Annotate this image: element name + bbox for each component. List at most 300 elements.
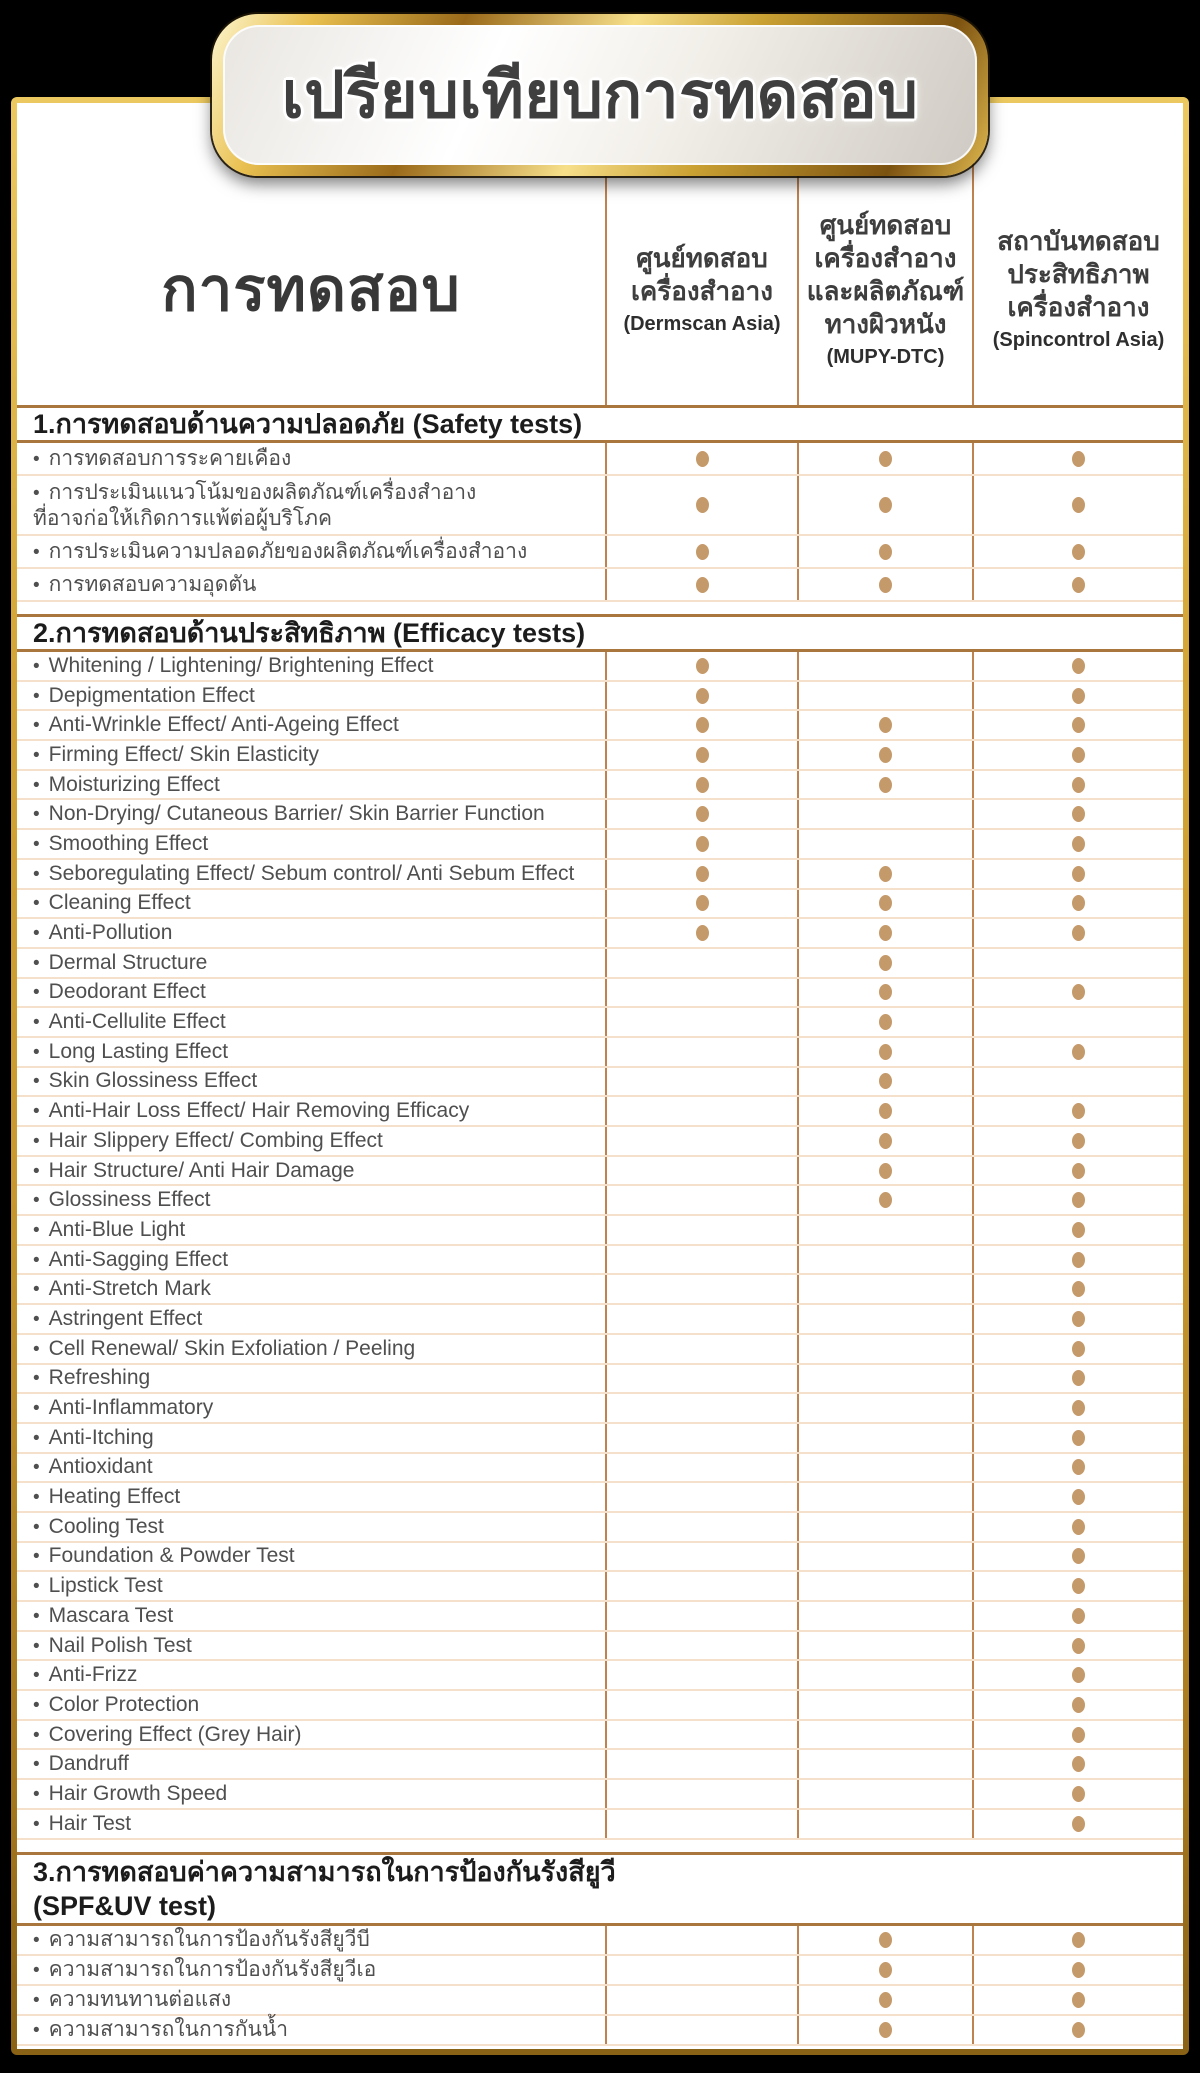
availability-dot xyxy=(879,497,892,513)
row-label xyxy=(17,1038,605,1066)
availability-dot xyxy=(1072,1667,1085,1683)
mark-cell-mupy-dtc xyxy=(797,1424,972,1452)
availability-dot xyxy=(879,451,892,467)
availability-dot xyxy=(696,544,709,560)
mark-cell-dermscan xyxy=(605,830,797,858)
test-row xyxy=(17,711,1183,741)
mark-cell-dermscan xyxy=(605,476,797,534)
test-row xyxy=(17,1394,1183,1424)
row-label xyxy=(17,949,605,977)
column-header-subtitle: (Spincontrol Asia) xyxy=(992,329,1165,351)
availability-dot xyxy=(879,984,892,1000)
row-label-text: Cooling Test xyxy=(48,1514,164,1538)
mark-cell-mupy-dtc xyxy=(797,860,972,888)
test-row xyxy=(17,1661,1183,1691)
test-row xyxy=(17,1810,1183,1840)
row-label-text: Anti-Stretch Mark xyxy=(48,1277,211,1301)
mark-cell-mupy-dtc xyxy=(797,711,972,739)
mark-cell-dermscan xyxy=(605,536,797,567)
row-label xyxy=(17,1632,605,1660)
test-row xyxy=(17,1216,1183,1246)
test-row xyxy=(17,1038,1183,1068)
row-label xyxy=(17,1008,605,1036)
mark-cell-mupy-dtc xyxy=(797,1365,972,1393)
row-label-text: Hair Slippery Effect/ Combing Effect xyxy=(48,1128,383,1152)
availability-dot xyxy=(879,1962,892,1978)
availability-dot xyxy=(1072,1133,1085,1149)
test-row xyxy=(17,1186,1183,1216)
mark-cell-dermscan xyxy=(605,800,797,828)
availability-dot xyxy=(879,1044,892,1060)
mark-cell-spincontrol xyxy=(972,1127,1183,1155)
mark-cell-dermscan xyxy=(605,1810,797,1838)
mark-cell-mupy-dtc xyxy=(797,2016,972,2044)
row-label xyxy=(17,1810,605,1838)
mark-cell-dermscan xyxy=(605,1926,797,1954)
mark-cell-dermscan xyxy=(605,860,797,888)
mark-cell-spincontrol xyxy=(972,1691,1183,1719)
mark-cell-mupy-dtc xyxy=(797,1216,972,1244)
mark-cell-spincontrol xyxy=(972,1365,1183,1393)
mark-cell-mupy-dtc xyxy=(797,1661,972,1689)
test-row xyxy=(17,1097,1183,1127)
availability-dot xyxy=(879,866,892,882)
row-label-text: Cell Renewal/ Skin Exfoliation / Peeling xyxy=(48,1336,416,1360)
mark-cell-dermscan xyxy=(605,1275,797,1303)
bullet-icon: • xyxy=(33,1130,40,1152)
mark-cell-dermscan xyxy=(605,1008,797,1036)
row-label xyxy=(17,476,605,534)
mark-cell-dermscan xyxy=(605,2016,797,2044)
mark-cell-mupy-dtc xyxy=(797,1394,972,1422)
row-label xyxy=(17,652,605,680)
test-row xyxy=(17,1926,1183,1956)
availability-dot xyxy=(879,544,892,560)
mark-cell-dermscan xyxy=(605,569,797,600)
mark-cell-spincontrol xyxy=(972,1513,1183,1541)
column-header-line: และผลิตภัณฑ์ xyxy=(806,275,965,306)
mark-cell-spincontrol xyxy=(972,1543,1183,1571)
row-label-text: Color Protection xyxy=(48,1692,200,1716)
test-row xyxy=(17,1305,1183,1335)
mark-cell-spincontrol xyxy=(972,2016,1183,2044)
mark-cell-spincontrol xyxy=(972,771,1183,799)
mark-cell-mupy-dtc xyxy=(797,1956,972,1984)
availability-dot xyxy=(1072,1192,1085,1208)
bullet-icon: • xyxy=(33,1219,40,1241)
row-label-text: Astringent Effect xyxy=(48,1306,203,1330)
availability-dot xyxy=(879,1073,892,1089)
row-label xyxy=(17,741,605,769)
row-label xyxy=(17,1127,605,1155)
mark-cell-mupy-dtc xyxy=(797,682,972,710)
mark-cell-mupy-dtc xyxy=(797,1097,972,1125)
bullet-icon: • xyxy=(33,923,40,945)
bullet-icon: • xyxy=(33,804,40,826)
availability-dot xyxy=(879,1133,892,1149)
bullet-icon: • xyxy=(33,1101,40,1123)
mark-cell-dermscan xyxy=(605,443,797,474)
section-header xyxy=(17,1852,1183,1926)
mark-cell-dermscan xyxy=(605,1097,797,1125)
mark-cell-dermscan xyxy=(605,1246,797,1274)
row-label xyxy=(17,1216,605,1244)
mark-cell-mupy-dtc xyxy=(797,741,972,769)
bullet-icon: • xyxy=(33,541,40,563)
row-label xyxy=(17,830,605,858)
bullet-icon: • xyxy=(33,1071,40,1093)
bullet-icon: • xyxy=(33,1783,40,1805)
row-label xyxy=(17,711,605,739)
test-row xyxy=(17,1246,1183,1276)
bullet-icon: • xyxy=(33,1546,40,1568)
mark-cell-mupy-dtc xyxy=(797,1246,972,1274)
test-row xyxy=(17,1543,1183,1573)
row-label-text: Non-Drying/ Cutaneous Barrier/ Skin Barrier Function xyxy=(48,802,545,826)
mark-cell-mupy-dtc xyxy=(797,1986,972,2014)
test-column-header-label: การทดสอบ xyxy=(161,255,461,323)
bullet-icon: • xyxy=(33,715,40,737)
mark-cell-spincontrol xyxy=(972,1335,1183,1363)
row-label-text: ความสามารถในการกันน้ำ xyxy=(48,2017,288,2041)
mark-cell-spincontrol xyxy=(972,1602,1183,1630)
bullet-icon: • xyxy=(33,482,40,504)
availability-dot xyxy=(1072,777,1085,793)
mark-cell-dermscan xyxy=(605,1216,797,1244)
test-row xyxy=(17,1365,1183,1395)
availability-dot xyxy=(879,895,892,911)
test-row xyxy=(17,919,1183,949)
row-label xyxy=(17,919,605,947)
row-label-text: ความสามารถในการป้องกันรังสียูวีเอ xyxy=(48,1957,377,1981)
row-label-text: Anti-Wrinkle Effect/ Anti-Ageing Effect xyxy=(48,713,399,737)
mark-cell-spincontrol xyxy=(972,830,1183,858)
row-label-text: Dandruff xyxy=(48,1752,129,1776)
availability-dot xyxy=(1072,2022,1085,2038)
section-title: 1.การทดสอบด้านความปลอดภัย (Safety tests) xyxy=(33,409,583,439)
column-header-line: ทางผิวหนัง xyxy=(824,308,947,339)
row-label-text: Anti-Pollution xyxy=(48,921,173,945)
availability-dot xyxy=(696,806,709,822)
availability-dot xyxy=(1072,1400,1085,1416)
mark-cell-dermscan xyxy=(605,1038,797,1066)
mark-cell-spincontrol xyxy=(972,949,1183,977)
mark-cell-mupy-dtc xyxy=(797,1038,972,1066)
availability-dot xyxy=(1072,1932,1085,1948)
section-gap xyxy=(17,602,1183,614)
mark-cell-mupy-dtc xyxy=(797,1780,972,1808)
availability-dot xyxy=(1072,1727,1085,1743)
row-label xyxy=(17,1246,605,1274)
mark-cell-dermscan xyxy=(605,771,797,799)
mark-cell-dermscan xyxy=(605,1602,797,1630)
title-banner-plate xyxy=(223,25,977,165)
bullet-icon: • xyxy=(33,893,40,915)
row-label xyxy=(17,890,605,918)
row-label xyxy=(17,1956,605,1984)
mark-cell-mupy-dtc xyxy=(797,1810,972,1838)
bullet-icon: • xyxy=(33,1338,40,1360)
mark-cell-mupy-dtc xyxy=(797,443,972,474)
mark-cell-mupy-dtc xyxy=(797,1335,972,1363)
mark-cell-spincontrol xyxy=(972,1926,1183,1954)
bullet-icon: • xyxy=(33,744,40,766)
test-row xyxy=(17,476,1183,536)
bullet-icon: • xyxy=(33,1754,40,1776)
row-label xyxy=(17,536,605,567)
row-label xyxy=(17,1097,605,1125)
bullet-icon: • xyxy=(33,1457,40,1479)
mark-cell-mupy-dtc xyxy=(797,1926,972,1954)
row-label-text: Hair Test xyxy=(48,1811,132,1835)
row-label-text: Foundation & Powder Test xyxy=(48,1544,295,1568)
mark-cell-mupy-dtc xyxy=(797,1721,972,1749)
mark-cell-mupy-dtc xyxy=(797,1483,972,1511)
mark-cell-spincontrol xyxy=(972,569,1183,600)
bullet-icon: • xyxy=(33,685,40,707)
mark-cell-mupy-dtc xyxy=(797,536,972,567)
mark-cell-mupy-dtc xyxy=(797,1127,972,1155)
availability-dot xyxy=(1072,1962,1085,1978)
availability-dot xyxy=(1072,1608,1085,1624)
mark-cell-dermscan xyxy=(605,711,797,739)
availability-dot xyxy=(1072,836,1085,852)
bullet-icon: • xyxy=(33,1012,40,1034)
column-header-line: ประสิทธิภาพ xyxy=(1007,259,1150,289)
table-body xyxy=(17,405,1183,2046)
test-row xyxy=(17,443,1183,476)
mark-cell-spincontrol xyxy=(972,1810,1183,1838)
row-label xyxy=(17,1691,605,1719)
mark-cell-dermscan xyxy=(605,1780,797,1808)
row-label xyxy=(17,1750,605,1778)
availability-dot xyxy=(696,925,709,941)
bullet-icon: • xyxy=(33,1249,40,1271)
mark-cell-spincontrol xyxy=(972,1157,1183,1185)
section-rows xyxy=(17,652,1183,1840)
mark-cell-spincontrol xyxy=(972,1275,1183,1303)
mark-cell-spincontrol xyxy=(972,1750,1183,1778)
availability-dot xyxy=(1072,1489,1085,1505)
mark-cell-spincontrol xyxy=(972,1038,1183,1066)
test-row xyxy=(17,979,1183,1009)
availability-dot xyxy=(696,895,709,911)
test-row xyxy=(17,1986,1183,2016)
availability-dot xyxy=(1072,1548,1085,1564)
row-label-text: Glossiness Effect xyxy=(48,1188,211,1212)
row-label-text: Antioxidant xyxy=(48,1455,153,1479)
bullet-icon: • xyxy=(33,1487,40,1509)
test-row xyxy=(17,1127,1183,1157)
mark-cell-dermscan xyxy=(605,1068,797,1096)
bullet-icon: • xyxy=(33,1160,40,1182)
bullet-icon: • xyxy=(33,982,40,1004)
availability-dot xyxy=(696,577,709,593)
test-row xyxy=(17,1750,1183,1780)
mark-cell-mupy-dtc xyxy=(797,1157,972,1185)
row-label xyxy=(17,1986,605,2014)
column-header-spincontrol xyxy=(972,103,1183,405)
section-title: (SPF&UV test) xyxy=(33,1890,217,1921)
mark-cell-dermscan xyxy=(605,919,797,947)
row-label-text: ความสามารถในการป้องกันรังสียูวีบี xyxy=(48,1927,370,1951)
availability-dot xyxy=(1072,1311,1085,1327)
test-row xyxy=(17,652,1183,682)
row-label xyxy=(17,1780,605,1808)
mark-cell-dermscan xyxy=(605,979,797,1007)
availability-dot xyxy=(879,777,892,793)
availability-dot xyxy=(1072,451,1085,467)
mark-cell-dermscan xyxy=(605,1661,797,1689)
test-row xyxy=(17,1780,1183,1810)
mark-cell-mupy-dtc xyxy=(797,979,972,1007)
availability-dot xyxy=(1072,866,1085,882)
row-label xyxy=(17,443,605,474)
page-title: เปรียบเทียบการทดสอบ xyxy=(281,59,919,131)
test-row xyxy=(17,1572,1183,1602)
row-label-text: Anti-Itching xyxy=(48,1425,154,1449)
mark-cell-spincontrol xyxy=(972,1246,1183,1274)
mark-cell-dermscan xyxy=(605,1335,797,1363)
row-label-text: Moisturizing Effect xyxy=(48,772,220,796)
column-header-line: สถาบันทดสอบ xyxy=(997,226,1160,256)
row-label xyxy=(17,860,605,888)
row-label xyxy=(17,979,605,1007)
row-label xyxy=(17,1602,605,1630)
bullet-icon: • xyxy=(33,1694,40,1716)
test-row xyxy=(17,830,1183,860)
availability-dot xyxy=(879,1163,892,1179)
row-label-text: การประเมินแนวโน้มของผลิตภัณฑ์เครื่องสำอาง xyxy=(48,480,477,504)
column-header-line: ศูนย์ทดสอบ xyxy=(819,209,952,240)
mark-cell-mupy-dtc xyxy=(797,1008,972,1036)
mark-cell-mupy-dtc xyxy=(797,569,972,600)
bullet-icon: • xyxy=(33,1724,40,1746)
availability-dot xyxy=(1072,1222,1085,1238)
bullet-icon: • xyxy=(33,774,40,796)
mark-cell-mupy-dtc xyxy=(797,1691,972,1719)
mark-cell-spincontrol xyxy=(972,919,1183,947)
mark-cell-dermscan xyxy=(605,652,797,680)
mark-cell-mupy-dtc xyxy=(797,890,972,918)
mark-cell-dermscan xyxy=(605,1956,797,1984)
column-header-subtitle: (MUPY-DTC) xyxy=(826,345,945,368)
row-label-text: Refreshing xyxy=(48,1366,151,1390)
mark-cell-dermscan xyxy=(605,1632,797,1660)
mark-cell-spincontrol xyxy=(972,979,1183,1007)
mark-cell-dermscan xyxy=(605,1543,797,1571)
availability-dot xyxy=(1072,1756,1085,1772)
mark-cell-dermscan xyxy=(605,1483,797,1511)
mark-cell-mupy-dtc xyxy=(797,1750,972,1778)
test-row xyxy=(17,1424,1183,1454)
availability-dot xyxy=(1072,1341,1085,1357)
mark-cell-spincontrol xyxy=(972,1186,1183,1214)
row-label xyxy=(17,1365,605,1393)
test-row xyxy=(17,1335,1183,1365)
test-row xyxy=(17,2016,1183,2046)
availability-dot xyxy=(696,717,709,733)
bullet-icon: • xyxy=(33,952,40,974)
test-row xyxy=(17,682,1183,712)
row-label xyxy=(17,771,605,799)
row-label-text: Anti-Inflammatory xyxy=(48,1396,214,1420)
mark-cell-spincontrol xyxy=(972,443,1183,474)
mark-cell-spincontrol xyxy=(972,800,1183,828)
row-label-text-line2: ที่อาจก่อให้เกิดการแพ้ต่อผู้บริโภค xyxy=(33,506,333,530)
row-label xyxy=(17,1483,605,1511)
mark-cell-spincontrol xyxy=(972,682,1183,710)
row-label xyxy=(17,1394,605,1422)
mark-cell-mupy-dtc xyxy=(797,1602,972,1630)
row-label-text: Hair Growth Speed xyxy=(48,1781,228,1805)
column-header-subtitle: (Dermscan Asia) xyxy=(623,312,781,335)
availability-dot xyxy=(696,658,709,674)
availability-dot xyxy=(1072,747,1085,763)
mark-cell-dermscan xyxy=(605,1365,797,1393)
test-row xyxy=(17,536,1183,569)
availability-dot xyxy=(1072,1519,1085,1535)
availability-dot xyxy=(1072,1044,1085,1060)
section-header xyxy=(17,405,1183,443)
row-label-text: Whitening / Lightening/ Brightening Effect xyxy=(48,653,434,677)
row-label-text: Heating Effect xyxy=(48,1485,181,1509)
mark-cell-spincontrol xyxy=(972,1721,1183,1749)
row-label xyxy=(17,800,605,828)
availability-dot xyxy=(696,497,709,513)
test-row xyxy=(17,1691,1183,1721)
mark-cell-spincontrol xyxy=(972,1454,1183,1482)
availability-dot xyxy=(879,1192,892,1208)
availability-dot xyxy=(1072,1103,1085,1119)
availability-dot xyxy=(879,1992,892,2008)
row-label-text: Cleaning Effect xyxy=(48,891,191,915)
row-label-text: Smoothing Effect xyxy=(48,831,209,855)
test-row xyxy=(17,771,1183,801)
mark-cell-dermscan xyxy=(605,1305,797,1333)
section-title: 3.การทดสอบค่าความสามารถในการป้องกันรังสียูวี xyxy=(33,1856,616,1887)
availability-dot xyxy=(1072,688,1085,704)
mark-cell-spincontrol xyxy=(972,1986,1183,2014)
row-label-text: Mascara Test xyxy=(48,1603,174,1627)
availability-dot xyxy=(879,747,892,763)
availability-dot xyxy=(879,925,892,941)
test-row xyxy=(17,741,1183,771)
row-label-text: Hair Structure/ Anti Hair Damage xyxy=(48,1158,355,1182)
bullet-icon: • xyxy=(33,1576,40,1598)
row-label-text: Firming Effect/ Skin Elasticity xyxy=(48,742,320,766)
bullet-icon: • xyxy=(33,1308,40,1330)
row-label xyxy=(17,1572,605,1600)
availability-dot xyxy=(1072,1430,1085,1446)
availability-dot xyxy=(1072,1252,1085,1268)
column-header-line: เครื่องสำอาง xyxy=(631,275,773,306)
row-label xyxy=(17,1926,605,1954)
bullet-icon: • xyxy=(33,1427,40,1449)
mark-cell-mupy-dtc xyxy=(797,1305,972,1333)
test-row xyxy=(17,569,1183,602)
availability-dot xyxy=(879,577,892,593)
mark-cell-mupy-dtc xyxy=(797,1275,972,1303)
mark-cell-mupy-dtc xyxy=(797,1543,972,1571)
row-label-text: Nail Polish Test xyxy=(48,1633,192,1657)
mark-cell-dermscan xyxy=(605,1424,797,1452)
test-row xyxy=(17,1157,1183,1187)
row-label xyxy=(17,1424,605,1452)
column-header-line: เครื่องสำอาง xyxy=(1007,292,1150,322)
row-label xyxy=(17,1661,605,1689)
mark-cell-spincontrol xyxy=(972,1661,1183,1689)
